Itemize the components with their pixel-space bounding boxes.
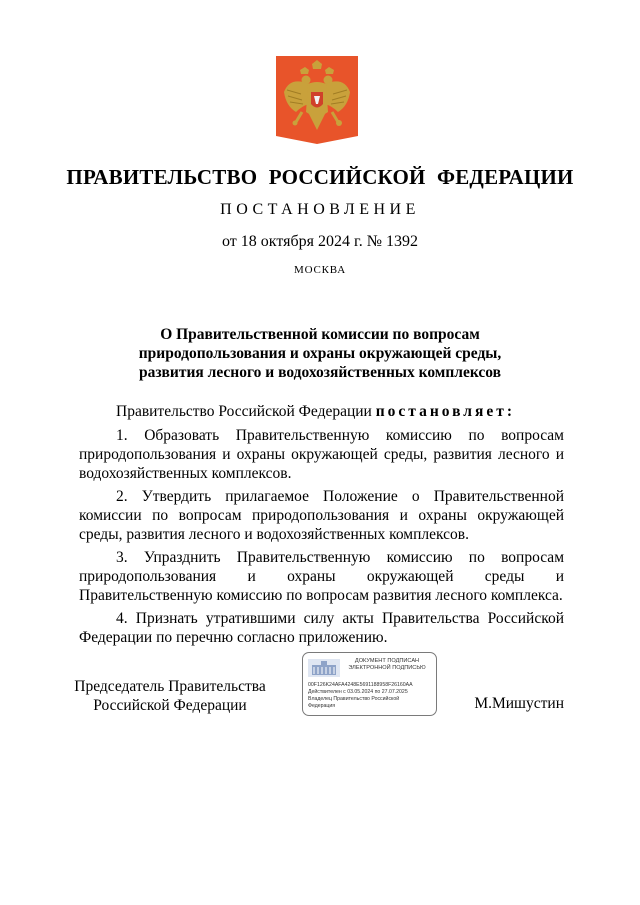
russian-coat-of-arms-icon [276,56,358,144]
body-paragraph: 3. Упразднить Правительственную комиссию по вопросам природопользования и охраны окружающей среды и Правительственную комиссию по вопросам развития лесного комплекса. [79,549,564,604]
heading-line: природопользования и охраны окружающей среды, [138,345,502,362]
stamp-title-line: ДОКУМЕНТ ПОДПИСАН [354,658,420,664]
document-city: МОСКВА [294,264,346,276]
stamp-title [341,658,433,672]
heading-line: развития лесного и водохозяйственных комплексов [138,364,502,381]
body-intro [79,402,564,421]
signer-position [70,677,270,715]
signer-position-line: Председатель Правительства [74,678,266,695]
e-signature-stamp [302,652,437,716]
intro-resolves: постановляет: [375,403,516,420]
body-paragraph: 4. Признать утратившими силу акты Правительства Российской Федерации по перечню согласно приложению. [79,610,564,646]
coat-of-arms-emblem [276,56,358,144]
document-body [79,402,564,651]
stamp-owner: Федерация [308,703,336,709]
document-date-number: от 18 октября 2024 г. № 1392 [221,233,418,250]
signer-name: М.Мишустин [474,695,564,712]
stamp-title-line: ЭЛЕКТРОННОЙ ПОДПИСЬЮ [348,665,426,671]
government-building-icon [308,659,340,677]
government-title: ПРАВИТЕЛЬСТВО РОССИЙСКОЙ ФЕДЕРАЦИИ [66,165,574,189]
body-paragraph: 2. Утвердить прилагаемое Положение о Правительственной комиссии по вопросам природопользования и охраны окружающей среды, развития лесного и водохозяйственных комплексов. [79,488,564,543]
body-paragraph: 1. Образовать Правительственную комиссию по вопросам природопользования и охраны окружающей среды, развития лесного и водохозяйственных комплексов. [79,427,564,482]
stamp-owner: Владелец Правительство Российской [308,696,400,702]
heading-line: О Правительственной комиссии по вопросам [160,326,480,343]
document-heading [100,325,540,382]
signer-position-line: Российской Федерации [93,697,247,714]
document-type: ПОСТАНОВЛЕНИЕ [220,201,420,218]
intro-text: Правительство Российской Федерации [116,403,376,420]
stamp-certificate: 00F126K24AFA4248E5691188958F26160AA [308,682,413,688]
stamp-info [308,682,434,710]
stamp-validity: Действителен с 03.05.2024 по 27.07.2025 [308,689,408,695]
